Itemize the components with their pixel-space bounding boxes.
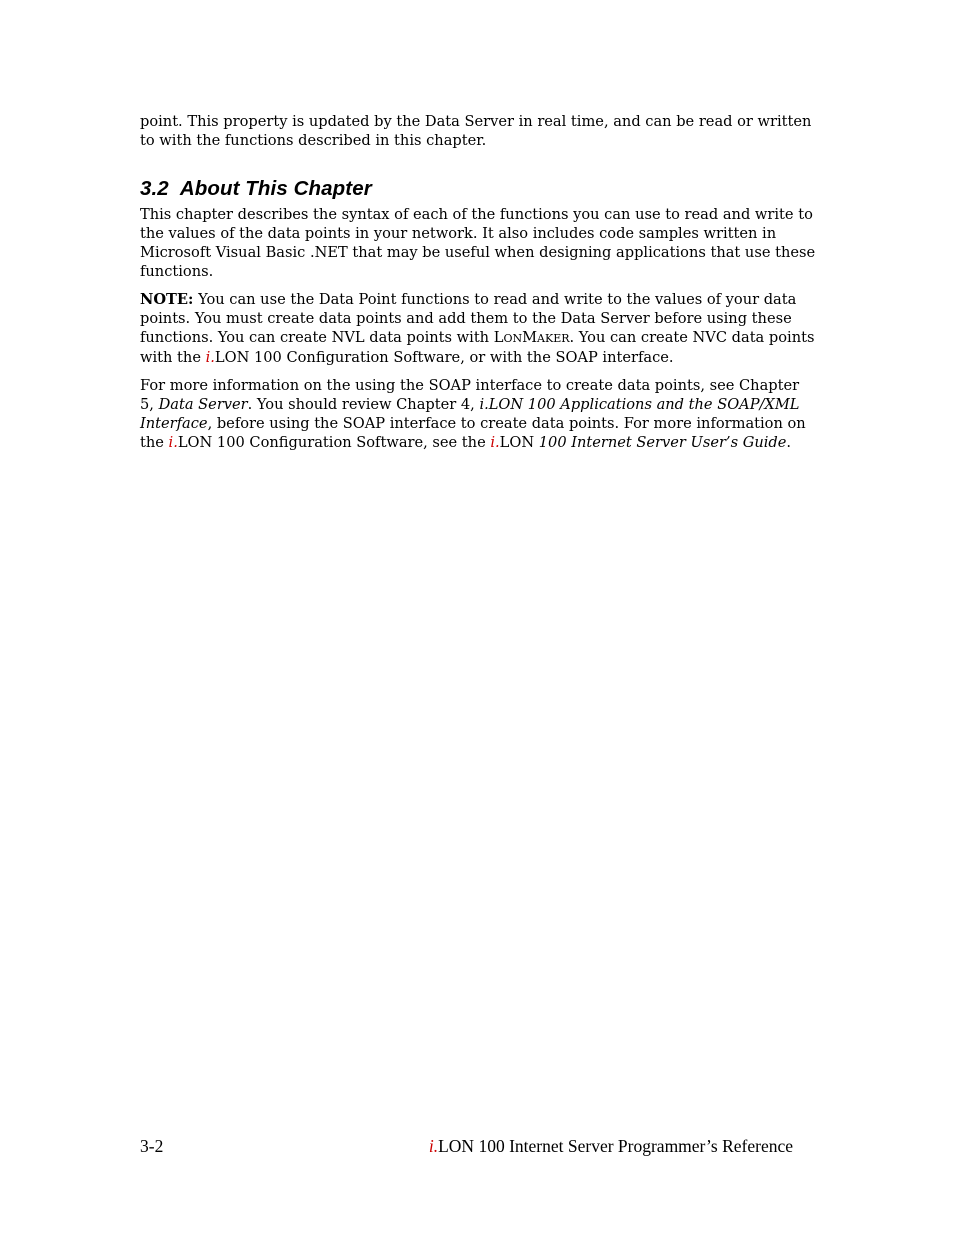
chapter-description-paragraph: This chapter describes the syntax of each of the functions you can use to read and write to the values of the data points in your network. It also includes code samples written in Microsoft Visual Basic .NET that may be useful when designing applications that use these functions. [140,206,816,280]
more-info-text-6: . [786,434,792,451]
more-info-text-3: , before using the SOAP interface to create data points. For more information on the [140,415,806,451]
page-number: 3-2 [140,1136,164,1156]
lonmaker-l: L [493,329,504,346]
note-text-2: . You can create NVC data points with the [140,329,815,366]
more-info-text-1: For more information on the using the SOAP interface to create data points, see Chapter 5, [140,377,800,413]
lonmaker-on: ON [503,332,523,345]
more-info-text-2: . You should review Chapter 4, [247,396,480,413]
section-title: About This Chapter [179,177,372,200]
chapter5-title: Data Server [158,396,248,413]
document-title-text: LON 100 Internet Server Programmer’s Reference [438,1136,793,1156]
chapter4-title: i.LON 100 Applications and the SOAP/XML Interface [140,396,800,432]
ilon-i-prefix: i. [205,349,215,366]
ilon-i-prefix: i. [168,434,178,451]
users-guide-title: 100 Internet Server User’s Guide [538,434,787,451]
ilon-i-prefix: i. [490,434,500,451]
document-title [429,1136,793,1156]
more-info-text-5: LON [499,434,539,451]
note-paragraph [140,290,816,367]
note-label: NOTE: [140,291,194,308]
note-text-3: LON 100 Configuration Software, or with the SOAP interface. [214,349,674,366]
section-number: 3.2 [140,177,169,200]
more-info-paragraph [140,376,816,452]
page-content [140,112,816,452]
note-text-1: You can use the Data Point functions to read and write to the values of your data points. You must create data points and add them to the Data Server before using these functions. You can create NVL data points with [140,291,797,346]
lonmaker-aker: AKER [537,332,570,345]
more-info-text-4: LON 100 Configuration Software, see the [177,434,491,451]
lonmaker-m: M [522,329,538,346]
section-heading [140,177,816,201]
intro-paragraph: point. This property is updated by the Data Server in real time, and can be read or written to with the functions described in this chapter. [140,113,812,149]
ilon-i-prefix: i. [428,1136,439,1156]
